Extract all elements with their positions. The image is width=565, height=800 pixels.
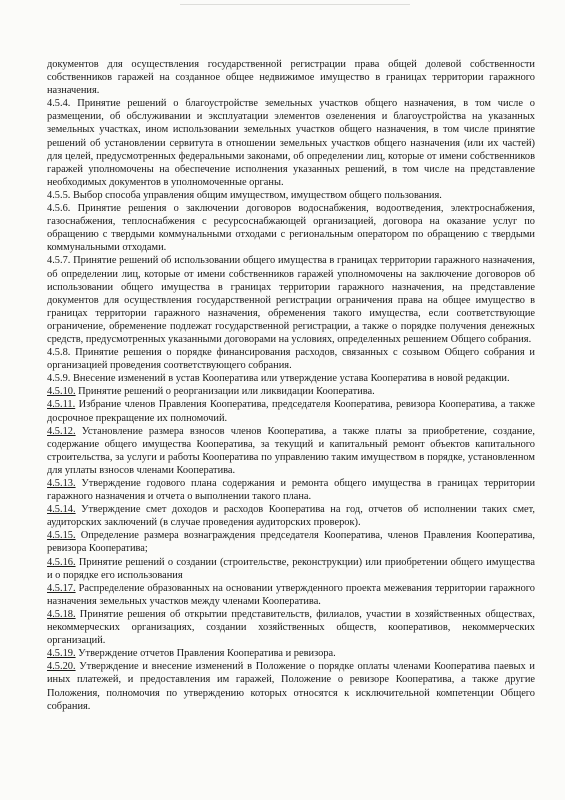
paragraph: [47, 529, 535, 555]
paragraph-number: 4.5.4.: [47, 98, 71, 110]
paragraph-text: Утверждение смет доходов и расходов Кооператива на год, отчетов об исполнении таких смет, аудиторских заключений (в случае проведения аудиторских проверок).: [47, 504, 535, 529]
paragraph-number: 4.5.9.: [47, 373, 71, 385]
paragraph-number: 4.5.8.: [47, 347, 71, 359]
paragraph-text: Принятие решения об открытии представительств, филиалов, участии в хозяйственных обществах, некоммерческих организациях, создании хозяйственных обществ, кооперативов, некоммерческих организаций.: [47, 608, 535, 647]
paragraph: [47, 372, 535, 385]
paragraph: [47, 425, 535, 477]
paragraph-text: Избрание членов Правления Кооператива, председателя Кооператива, ревизора Кооператива, а также досрочное прекращение их полномочий.: [47, 399, 535, 424]
scan-edge-mark: [180, 4, 410, 11]
paragraph: [47, 647, 535, 660]
paragraph: [47, 58, 535, 97]
paragraph-number: 4.5.15.: [47, 530, 76, 542]
paragraph: [47, 189, 535, 202]
paragraph-number: 4.5.14.: [47, 504, 76, 516]
paragraph-number: 4.5.20.: [47, 661, 76, 673]
paragraph-number: 4.5.17.: [47, 582, 76, 594]
paragraph-text: Принятие решения о заключении договоров водоснабжения, водоотведения, электроснабжения, газоснабжения, теплоснабжения с ресурсоснабжающей организацией, договора на оказание услуг по обращению с твердыми коммунальными отходами с региональным оператором по обращению с твердыми коммунальными отходами.: [47, 203, 535, 254]
paragraph: [47, 556, 535, 582]
paragraph: [47, 202, 535, 254]
paragraph-number: 4.5.10.: [47, 386, 76, 398]
paragraph-number: 4.5.16.: [47, 556, 76, 568]
paragraph-text: Внесение изменений в устав Кооператива или утверждение устава Кооператива в новой редакции.: [70, 373, 510, 385]
paragraph-text: Принятие решения о порядке финансирования расходов, связанных с созывом Общего собрания и организацией проведения соответствующего собрания.: [47, 347, 535, 372]
paragraph-number: 4.5.5.: [47, 189, 71, 201]
paragraph-number: 4.5.19.: [47, 648, 76, 660]
paragraph: [47, 582, 535, 608]
paragraph-text: Выбор способа управления общим имуществом, имуществом общего пользования.: [70, 189, 442, 201]
paragraph: [47, 477, 535, 503]
paragraph: [47, 398, 535, 424]
paragraph-text: Принятие решений о благоустройстве земельных участков общего назначения, в том числе о размещении, об обслуживании и эксплуатации элементов озеленения и благоустройства на указанных земельных участках, ином использовании земельных участков общего назначения, в том числе принятие решений об установлении сервитута в отношении земельных участков общего назначения (или их частей) для целей, предусмотренных федеральными законами, об определении лиц, которые от имени собственников гаражей уполномочены на обеспечение исполнения указанных решений, в том числе на представление необходимых документов в уполномоченные органы.: [47, 98, 535, 188]
paragraph-number: 4.5.7.: [47, 255, 71, 267]
paragraph-text: Принятие решений о создании (строительстве, реконструкции) или приобретении общего имущества и о порядке его использования: [47, 556, 535, 581]
document-body: [47, 58, 535, 713]
paragraph: [47, 503, 535, 529]
paragraph-text: Определение размера вознаграждения председателя Кооператива, членов Правления Кооператива, ревизора Кооператива;: [47, 530, 535, 555]
paragraph-text: Утверждение отчетов Правления Кооператива и ревизора.: [75, 648, 336, 660]
paragraph-text: Принятие решений об использовании общего имущества в границах территории гаражного назначения, об определении лиц, которые от имени собственников гаражей уполномочены на заключение договоров об использовании общего имущества в границах территории гаражного назначения, на представление документов для осуществления государственной регистрации ограничения права на общее имущество в границах территории гаражного назначения, обременения такого имущества, если соответствующие ограничение, обременение подлежат государственной регистрации, а также о порядке получения денежных средств, предусмотренных указанными договорами на условиях, определенных решением Общего собрания.: [47, 255, 535, 345]
paragraph-text: Утверждение и внесение изменений в Положение о порядке оплаты членами Кооператива паевых и иных платежей, и предоставления им гаражей, Положение о ревизоре Кооператива, а также другие Положения, полномочия по утверждению которых относятся к исключительной компетенции Общего собрания.: [47, 661, 535, 712]
paragraph: [47, 346, 535, 372]
paragraph: [47, 97, 535, 189]
paragraph-text: Принятие решений о реорганизации или ликвидации Кооператива.: [75, 386, 375, 398]
paragraph: [47, 254, 535, 346]
paragraph-text: документов для осуществления государственной регистрации права общей долевой собственности собственников гаражей на созданное общее недвижимое имущество в границах территории гаражного назначения.: [47, 59, 535, 97]
paragraph-text: Утверждение годового плана содержания и ремонта общего имущества в границах территории гаражного назначения и отчета о выполнении такого плана.: [47, 478, 535, 503]
paragraph: [47, 660, 535, 712]
paragraph-number: 4.5.12.: [47, 425, 76, 437]
paragraph-number: 4.5.18.: [47, 608, 76, 620]
paragraph-number: 4.5.6.: [47, 203, 71, 215]
paragraph: [47, 385, 535, 398]
paragraph-number: 4.5.13.: [47, 478, 76, 489]
paragraph-text: Распределение образованных на основании утвержденного проекта межевания территории гаражного назначения земельных участков между членами Кооператива.: [47, 582, 535, 607]
paragraph-number: 4.5.11.: [47, 399, 76, 411]
paragraph: [47, 608, 535, 647]
paragraph-text: Установление размера взносов членов Кооператива, а также платы за приобретение, создание, содержание общего имущества Кооператива, за текущий и капитальный ремонт объектов капитального строительства, за услуги и работы Кооператива по управлению таким имуществом в порядке, установленном для уплаты взносов членами Кооператива.: [47, 425, 535, 476]
